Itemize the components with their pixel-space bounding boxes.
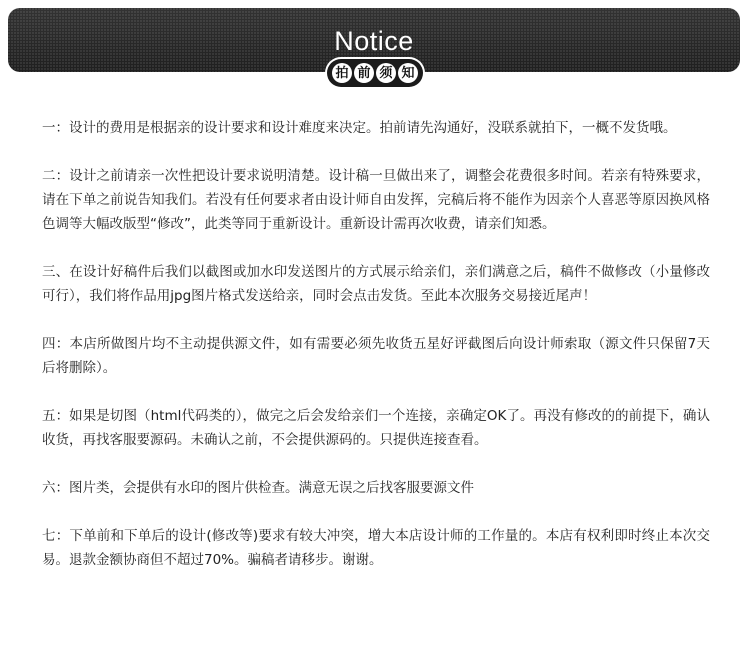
subtitle-char: 前 (354, 63, 374, 83)
subtitle-char: 知 (398, 63, 418, 83)
notice-item-2: 二：设计之前请亲一次性把设计要求说明清楚。设计稿一旦做出来了，调整会花费很多时间。若亲有特殊要求，请在下单之前说告知我们。若没有任何要求者由设计师自由发挥，完稿后将不能作为因亲个人喜恶等原因换风格色调等大幅改版型“修改”，此类等同于重新设计。重新设计需再次收费，请亲们知悉。 (42, 168, 710, 232)
notice-item-4: 四：本店所做图片均不主动提供源文件，如有需要必须先收货五星好评截图后向设计师索取（源文件只保留7天后将删除）。 (42, 336, 710, 376)
notice-item-7: 七：下单前和下单后的设计(修改等)要求有较大冲突，增大本店设计师的工作量的。本店有权利即时终止本次交易。退款金额协商但不超过70%。骗稿者请移步。谢谢。 (42, 528, 710, 568)
banner-title: Notice (334, 26, 414, 56)
notice-item-5: 五：如果是切图（html代码类的），做完之后会发给亲们一个连接，亲确定OK了。再没有修改的的前提下，确认收货，再找客服要源码。未确认之前，不会提供源码的。只提供连接查看。 (42, 408, 710, 448)
notice-item-6: 六：图片类，会提供有水印的图片供检查。满意无误之后找客服要源文件 (42, 480, 474, 496)
notice-item-3: 三、在设计好稿件后我们以截图或加水印发送图片的方式展示给亲们，亲们满意之后，稿件不做修改（小量修改可行），我们将作品用jpg图片格式发送给亲，同时会点击发货。至此本次服务交易接近尾声！ (42, 264, 710, 304)
notice-content (42, 116, 710, 596)
notice-item-1: 一：设计的费用是根据亲的设计要求和设计难度来决定。拍前请先沟通好，没联系就拍下，一概不发货哦。 (42, 120, 677, 136)
subtitle-char: 拍 (332, 63, 352, 83)
subtitle-char: 须 (376, 63, 396, 83)
subtitle-pill (327, 59, 423, 87)
